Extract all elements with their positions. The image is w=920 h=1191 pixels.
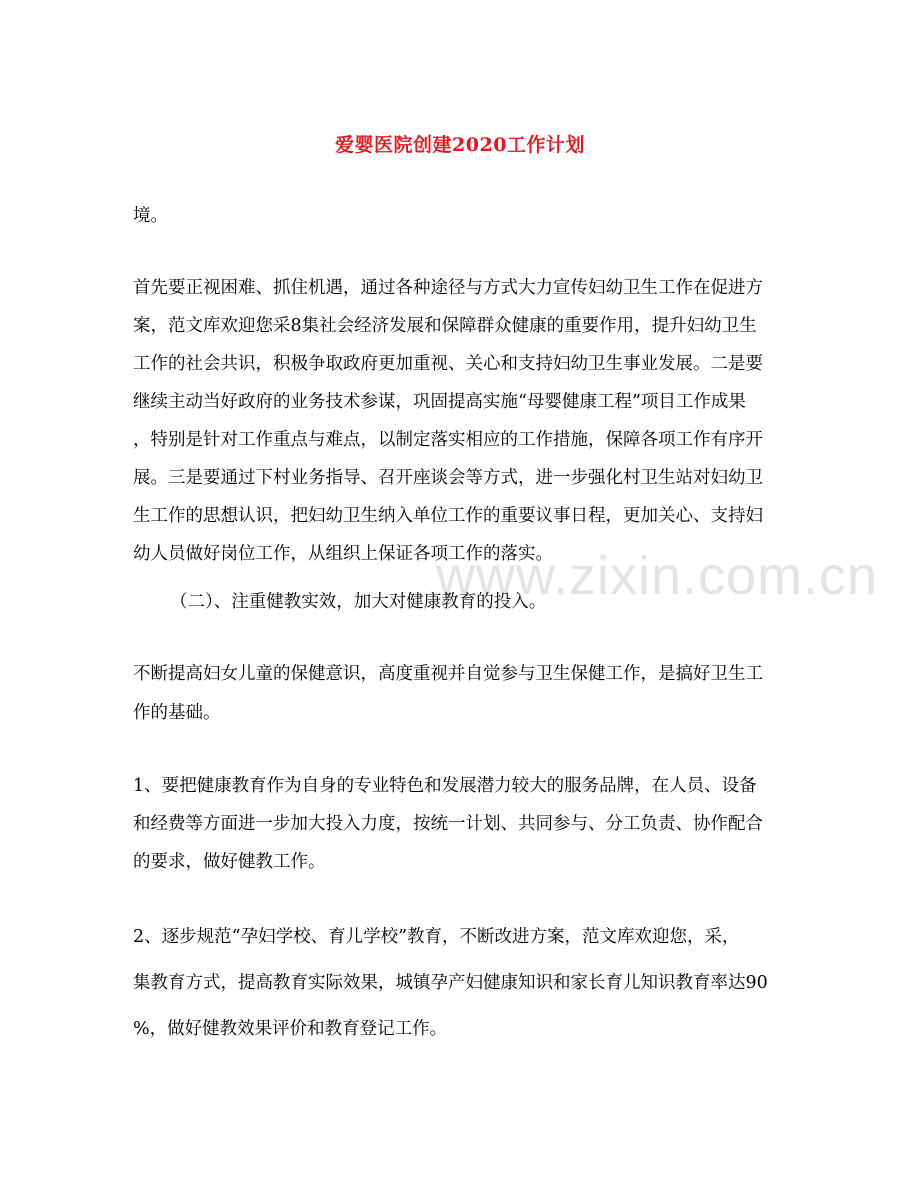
section-heading: （二）、注重健教实效，加大对健康教育的投入。	[170, 592, 547, 612]
text-line: ，特别是针对工作重点与难点，以制定落实相应的工作措施，保障各项工作有序开	[133, 430, 763, 450]
text-line: 的要求，做好健教工作。	[133, 852, 326, 872]
watermark: www.zixin.com.cn	[436, 546, 879, 606]
text-line: 继续主动当好政府的业务技术参谋，巩固提高实施“母婴健康工程”项目工作成果	[133, 392, 746, 412]
text-line: 生工作的思想认识，把妇幼卫生纳入单位工作的重要议事日程，更加关心、支持妇	[133, 506, 763, 526]
text-line: 1、要把健康教育作为自身的专业特色和发展潜力较大的服务品牌，在人员、设备	[133, 776, 757, 796]
text-line: 境。	[133, 206, 168, 226]
text-line: 和经费等方面进一步加大投入力度，按统一计划、共同参与、分工负责、协作配合	[133, 814, 763, 834]
text-line: 幼人员做好岗位工作，从组织上保证各项工作的落实。	[133, 544, 553, 564]
text-line: 工作的社会共识，积极争取政府更加重视、关心和支持妇幼卫生事业发展。二是要	[133, 354, 763, 374]
text-line: 案，范文库欢迎您采8集社会经济发展和保障群众健康的重要作用，提升妇幼卫生	[133, 316, 757, 336]
text-line: 集教育方式，提高教育实际效果，城镇孕产妇健康知识和家长育儿知识教育率达90	[133, 973, 768, 993]
text-line: 作的基础。	[133, 703, 221, 723]
text-line: 2、逐步规范“孕妇学校、育儿学校”教育，不断改进方案，范文库欢迎您，采，	[133, 927, 740, 947]
text-line: %，做好健教效果评价和教育登记工作。	[133, 1019, 448, 1039]
text-line: 不断提高妇女儿童的保健意识，高度重视并自觉参与卫生保健工作，是搞好卫生工	[133, 664, 763, 684]
document-title: 爱婴医院创建2020工作计划	[335, 134, 585, 156]
text-line: 展。三是要通过下村业务指导、召开座谈会等方式，进一步强化村卫生站对妇幼卫	[133, 468, 763, 488]
text-line: 首先要正视困难、抓住机遇，通过各种途径与方式大力宣传妇幼卫生工作在促进方	[133, 278, 763, 298]
